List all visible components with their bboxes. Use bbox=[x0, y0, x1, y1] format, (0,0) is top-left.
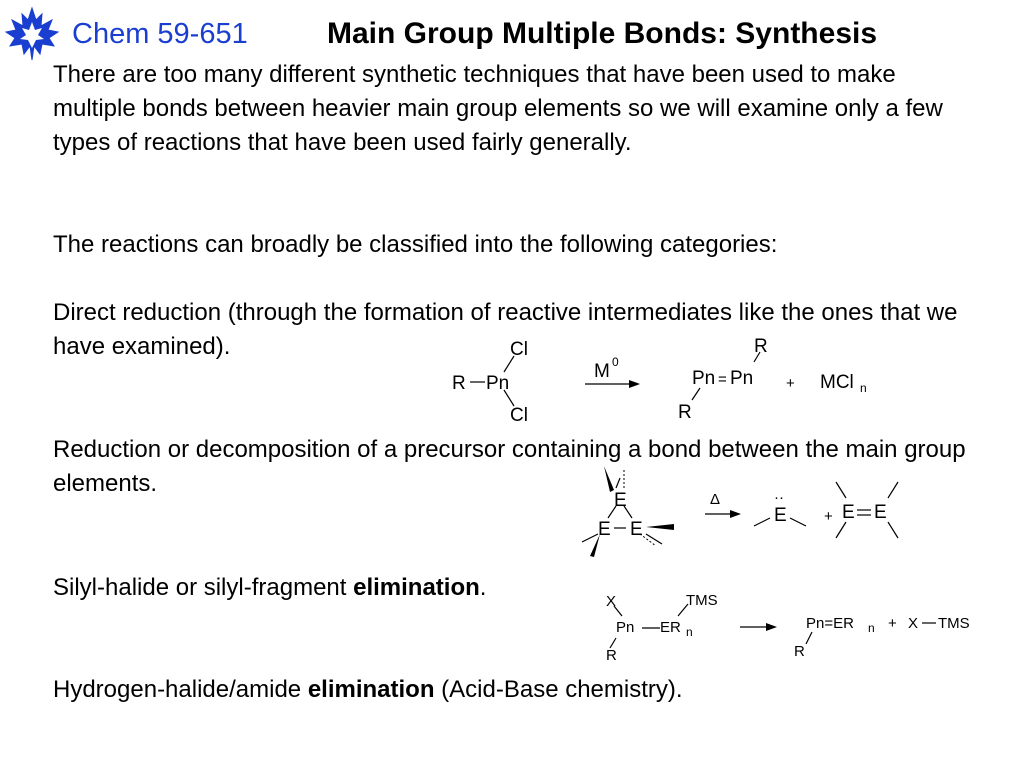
rx3-prod-sub: n bbox=[868, 621, 875, 635]
reaction-silyl-elimination bbox=[600, 586, 1000, 666]
reaction-direct-reduction bbox=[440, 330, 900, 430]
rx2-e-left: E bbox=[598, 519, 611, 540]
rx3-pn: Pn bbox=[616, 619, 635, 636]
rx1-reagent: M bbox=[594, 361, 610, 382]
rx1-prod-bond: = bbox=[718, 371, 727, 388]
rx2-plus: + bbox=[824, 508, 833, 525]
rx3-plus: + bbox=[888, 615, 897, 632]
hydrogen-bold: elimination bbox=[307, 676, 435, 703]
rx1-prod-pn-right: Pn bbox=[730, 368, 754, 389]
rx2-dimer-right: E bbox=[874, 502, 887, 523]
silyl-suffix: . bbox=[479, 574, 487, 601]
reaction-precursor-decomposition bbox=[570, 462, 930, 562]
rx1-prod-r-top: R bbox=[754, 336, 768, 357]
hydrogen-prefix: Hydrogen-halide/amide bbox=[53, 676, 308, 703]
hydrogen-elimination-text bbox=[53, 673, 683, 707]
rx2-heat: Δ bbox=[710, 491, 721, 508]
rx3-prod-x: X bbox=[908, 615, 919, 632]
rx1-plus: + bbox=[786, 375, 795, 392]
rx2-dimer-left: E bbox=[842, 502, 855, 523]
intro-paragraph: There are too many different synthetic techniques that have been used to make multiple bonds between heavier main group elements so we will examine only a few types of reactions that have been used fairly generally. bbox=[53, 61, 943, 156]
rx3-prod-pn-er: Pn=ER bbox=[806, 615, 854, 632]
rx1-prod-pn-left: Pn bbox=[692, 368, 716, 389]
rx3-x: X bbox=[606, 593, 617, 610]
rx2-carbene-e: E bbox=[774, 505, 787, 526]
silyl-bold: elimination bbox=[353, 574, 480, 601]
rx2-e-top: E bbox=[614, 490, 627, 511]
course-code: Chem 59-651 bbox=[72, 18, 248, 50]
rx1-r: R bbox=[452, 373, 466, 394]
silyl-prefix: Silyl-halide or silyl-fragment bbox=[53, 574, 354, 601]
direct-reduction-text: Direct reduction (through the formation of reactive intermediates like the ones that we have examined). bbox=[53, 299, 958, 360]
rx3-prod-r: R bbox=[794, 643, 805, 660]
rx1-prod-r-bottom: R bbox=[678, 402, 692, 423]
rx3-er-sub: n bbox=[686, 625, 693, 639]
rx1-cl-top: Cl bbox=[510, 339, 528, 360]
silyl-elimination-text bbox=[53, 571, 486, 605]
rx3-tms: TMS bbox=[686, 592, 718, 609]
precursor-reduction-text: Reduction or decomposition of a precursor containing a bond between the main group elements. bbox=[53, 436, 966, 497]
rx3-prod-tms: TMS bbox=[938, 615, 970, 632]
rx1-byproduct-sub: n bbox=[860, 381, 867, 395]
rx1-pn: Pn bbox=[486, 373, 510, 394]
rx1-reagent-sup: 0 bbox=[612, 355, 619, 369]
page-title: Main Group Multiple Bonds: Synthesis bbox=[327, 17, 878, 50]
rx1-cl-bottom: Cl bbox=[510, 405, 528, 426]
maple-leaf-logo-icon bbox=[4, 6, 60, 62]
categories-intro: The reactions can broadly be classified into the following categories: bbox=[53, 231, 778, 258]
hydrogen-suffix: (Acid-Base chemistry). bbox=[434, 676, 683, 703]
rx1-byproduct: MCl bbox=[820, 372, 854, 393]
rx3-er: ER bbox=[660, 619, 681, 636]
rx3-r: R bbox=[606, 647, 617, 664]
rx2-carbene-dots: ·· bbox=[774, 489, 784, 506]
rx2-e-right: E bbox=[630, 519, 643, 540]
